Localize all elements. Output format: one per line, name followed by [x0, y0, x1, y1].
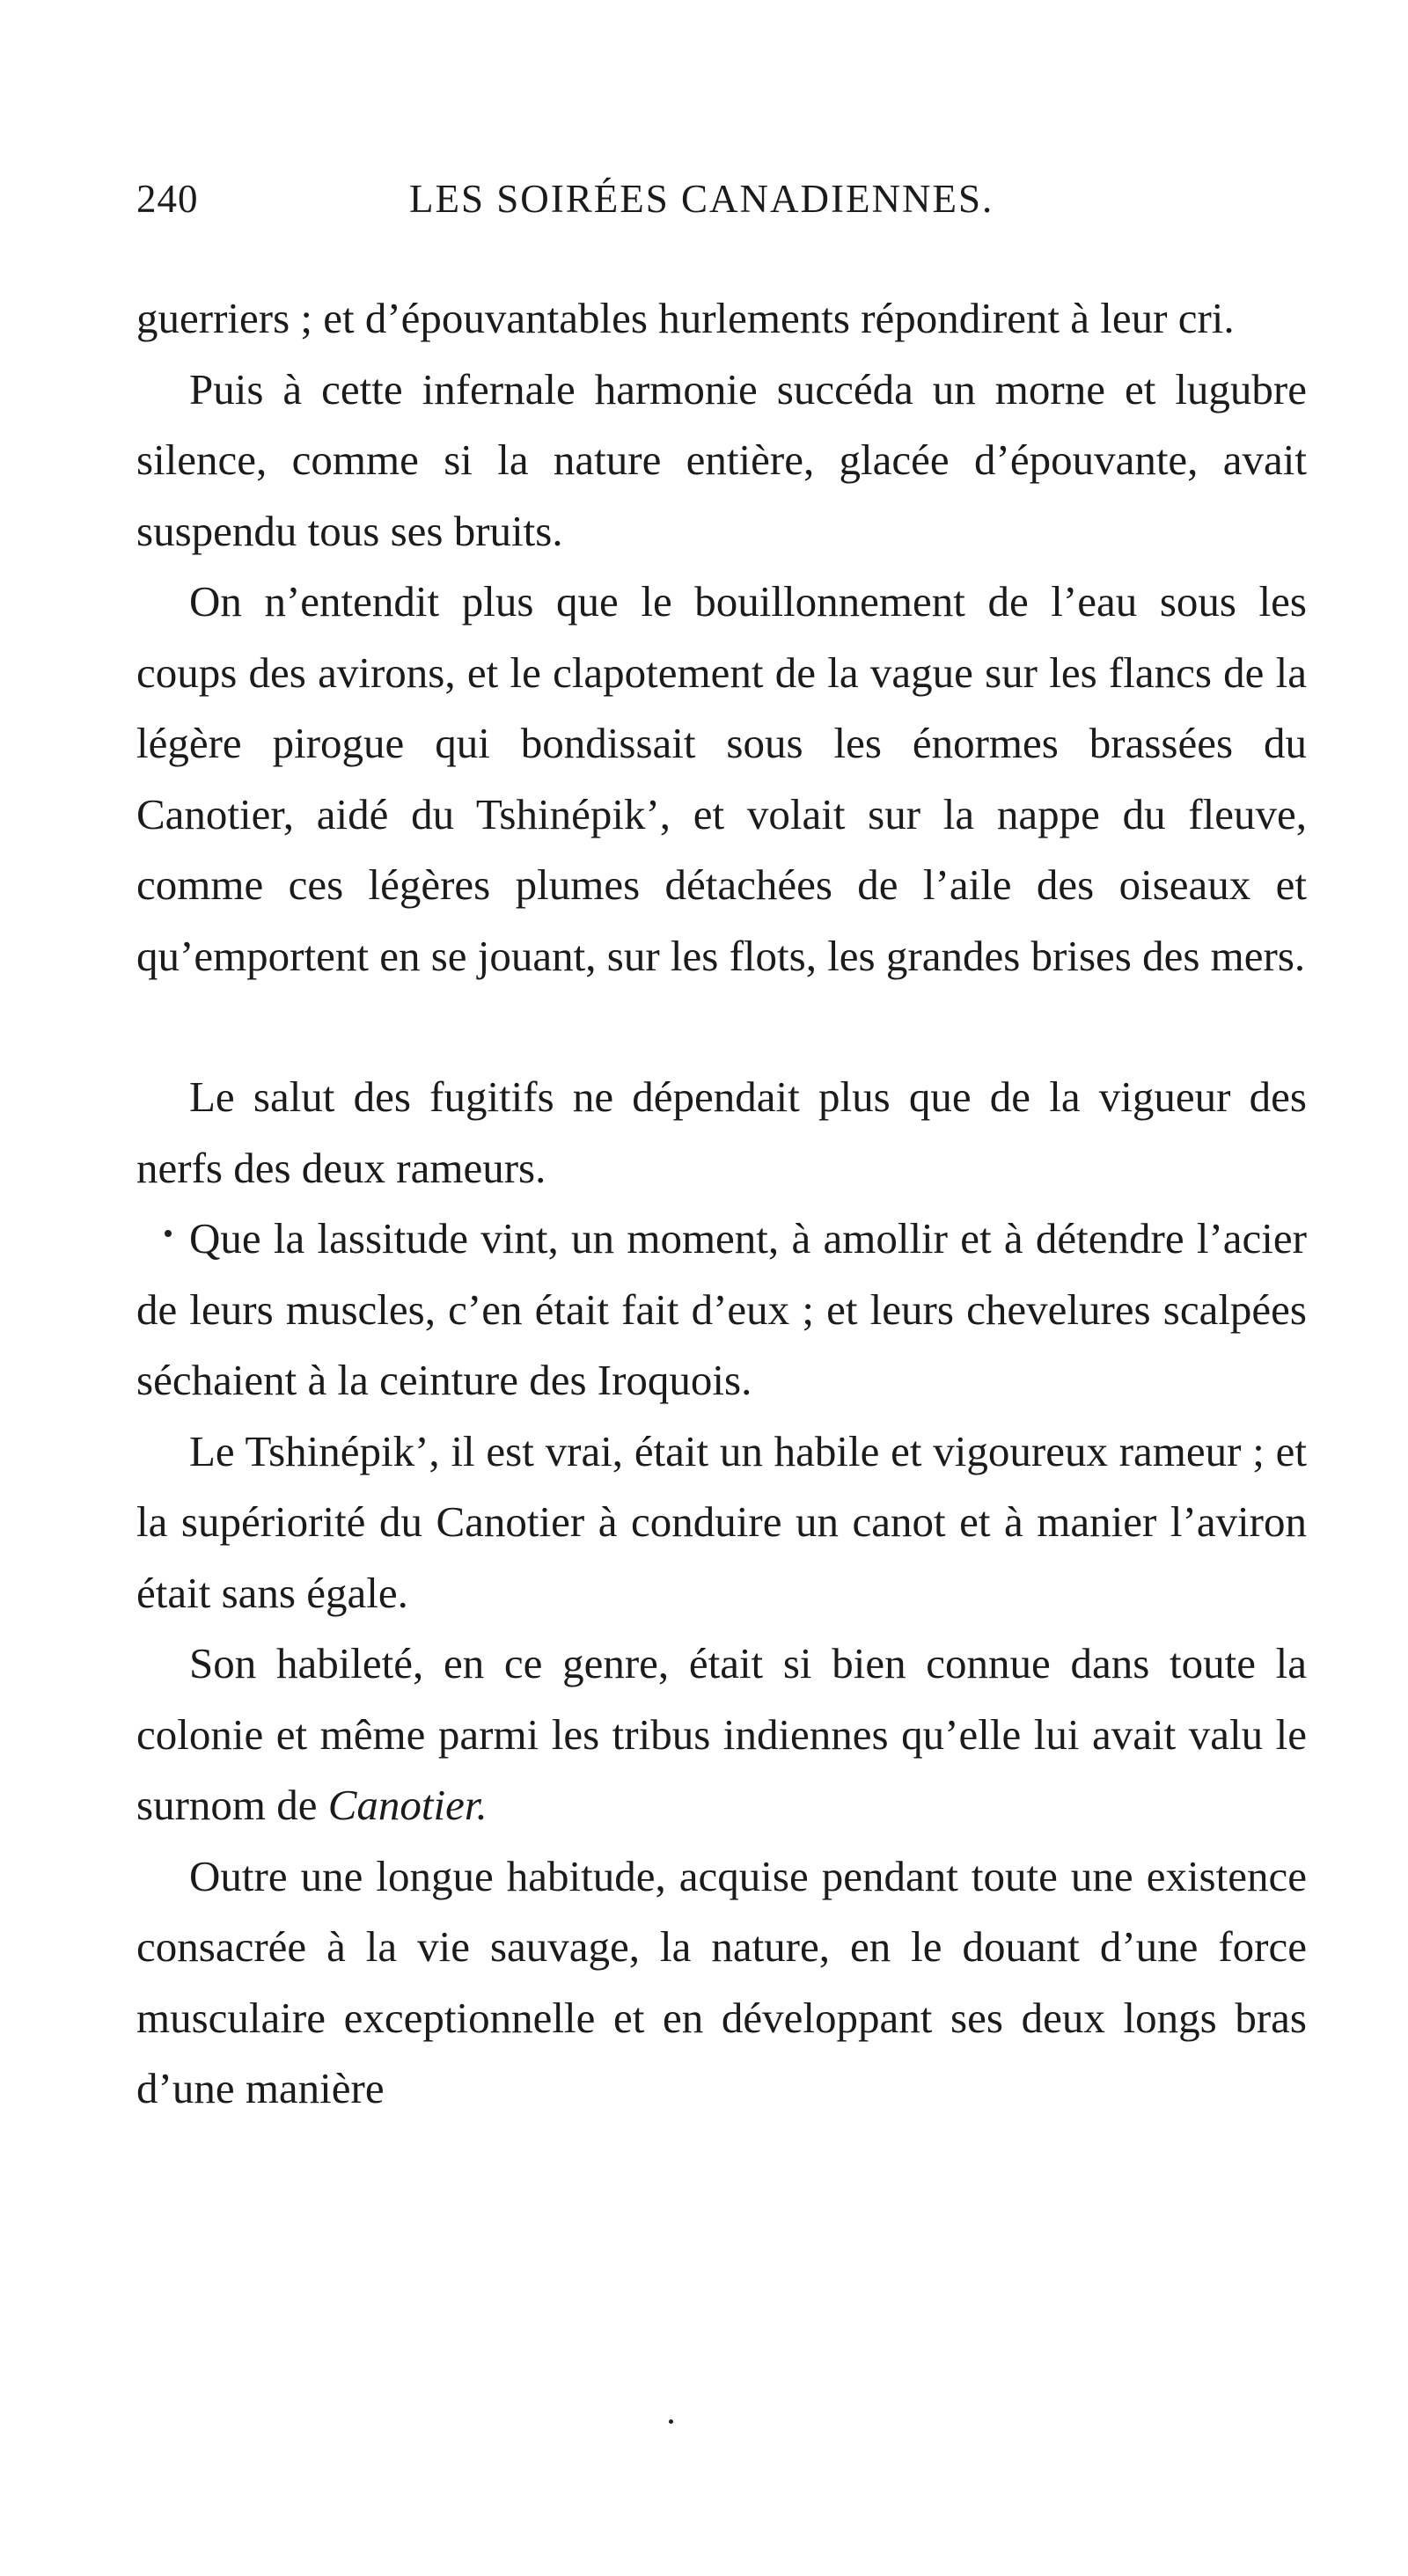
- running-title: LES SOIRÉES CANADIENNES.: [409, 177, 994, 221]
- paragraph: Le Tshinépik’, il est vrai, était un habile et vigoureux rameur ; et la supériorité du Canotier à conduire un canot et à manier l’aviron était sans égale.: [136, 1426, 1307, 1617]
- body-text: [136, 283, 1307, 2125]
- page-header: [136, 176, 1307, 229]
- paragraph: Puis à cette infernale harmonie succéda un morne et lugubre silence, comme si la nature entière, glacée d’épouvante, avait suspendu tous ses bruits.: [136, 364, 1307, 555]
- paragraph: Que la lassitude vint, un moment, à amollir et à détendre l’acier de leurs muscles, c’en était fait d’eux ; et leurs chevelures scalpées séchaient à la ceinture des Iroquois.: [136, 1214, 1307, 1404]
- paragraph: Outre une longue habitude, acquise pendant toute une existence consacrée à la vie sauvage, la nature, en le douant d’une force musculaire exceptionnelle et en développant ses deux longs bras d’une manière: [136, 1851, 1307, 2112]
- print-speck: [669, 2419, 673, 2424]
- paragraph: [136, 1628, 1307, 1841]
- page-number: 240: [136, 177, 199, 221]
- italic-word: Canotier.: [327, 1781, 488, 1829]
- print-speck: [165, 1230, 172, 1237]
- paragraph-text: Son habileté, en ce genre, était si bien connue dans toute la colonie et même parmi les tribus indiennes qu’elle lui avait valu le surnom de: [136, 1639, 1307, 1829]
- paragraph: Le salut des fugitifs ne dépendait plus que de la vigueur des nerfs des deux rameurs.: [136, 1072, 1307, 1192]
- paragraph: On n’entendit plus que le bouillonnement de l’eau sous les coups des avirons, et le clapotement de la vague sur les flancs de la légère pirogue qui bondissait sous les énormes brassées du Canotier, aidé du Tshinépik’, et volait sur la nappe du fleuve, comme ces légères plumes détachées de l’aile des oiseaux et qu’emportent en se jouant, sur les flots, les grandes brises des mers.: [136, 577, 1307, 980]
- paragraph: guerriers ; et d’épouvantables hurlements répondirent à leur cri.: [136, 294, 1235, 342]
